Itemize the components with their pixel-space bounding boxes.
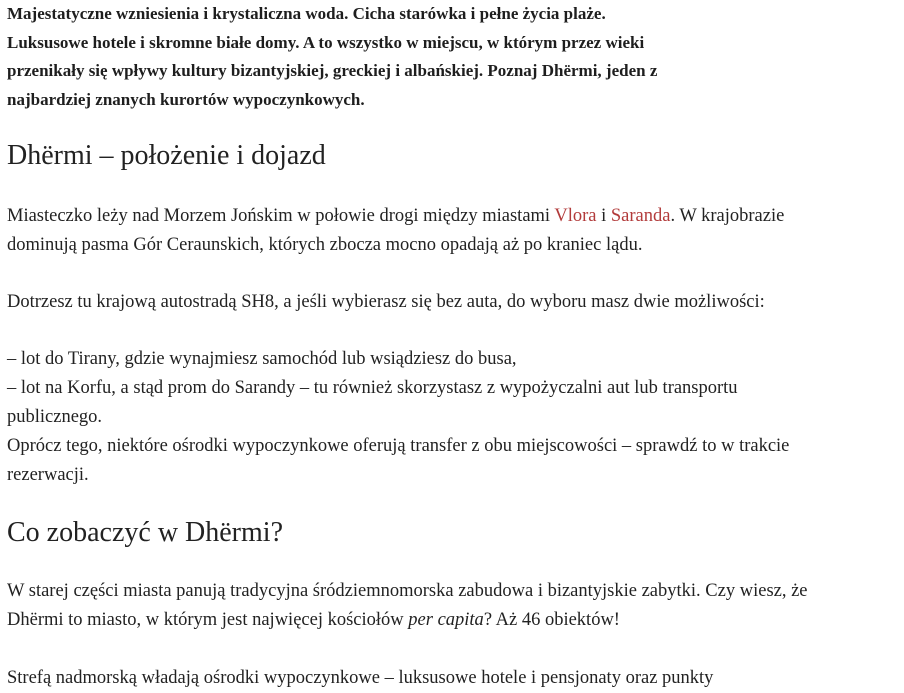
paragraph-old-town (7, 577, 900, 635)
emphasis: per capita (408, 610, 484, 630)
paragraph-seaside: Strefą nadmorską władają ośrodki wypoczynkowe – luksusowe hotele i pensjonaty oraz punkty (7, 668, 714, 688)
text: dominują pasma Gór Ceraunskich, których zbocza mocno opadają aż po kraniec lądu. (7, 235, 643, 255)
text: . W krajobrazie (670, 206, 785, 226)
paragraph-options (7, 345, 900, 490)
intro-line: najbardziej znanych kurortów wypoczynkowych. (7, 89, 365, 109)
link-vlora[interactable]: Vlora (554, 206, 597, 226)
text: ? Aż 46 obiektów! (483, 610, 620, 630)
paragraph-location (7, 202, 900, 260)
text: Dhërmi to miasto, w którym jest najwięcej kościołów (7, 610, 409, 630)
text: W starej części miasta panują tradycyjna śródziemnomorska zabudowa i bizantyjskie zabytki. Czy wiesz, że (7, 581, 808, 601)
article (7, 0, 900, 688)
list-item: – lot na Korfu, a stąd prom do Sarandy – tu również skorzystasz z wypożyczalni aut lub transportu (7, 378, 738, 398)
text: i (596, 206, 611, 226)
intro-line: Luksusowe hotele i skromne białe domy. A to wszystko w miejscu, w którym przez wieki (7, 32, 645, 52)
text: Oprócz tego, niektóre ośrodki wypoczynkowe oferują transfer z obu miejscowości – sprawdź to w trakcie (7, 436, 790, 456)
intro-paragraph (7, 0, 900, 114)
list-item-cont: publicznego. (7, 407, 103, 427)
paragraph-access: Dotrzesz tu krajową autostradą SH8, a jeśli wybierasz się bez auta, do wyboru masz dwie możliwości: (7, 292, 765, 312)
list-item: – lot do Tirany, gdzie wynajmiesz samochód lub wsiądziesz do busa, (7, 349, 517, 369)
link-saranda[interactable]: Saranda (610, 206, 671, 226)
text: rezerwacji. (7, 465, 89, 485)
text: Miasteczko leży nad Morzem Jońskim w połowie drogi między miastami (7, 206, 555, 226)
section-heading-location: Dhërmi – położenie i dojazd (7, 140, 326, 171)
section-heading-sightseeing: Co zobaczyć w Dhërmi? (7, 517, 283, 548)
intro-line: przenikały się wpływy kultury bizantyjskiej, greckiej i albańskiej. Poznaj Dhërmi, jeden z (7, 61, 658, 80)
intro-line: Majestatyczne wzniesienia i krystaliczna woda. Cicha starówka i pełne życia plaże. (7, 4, 606, 23)
